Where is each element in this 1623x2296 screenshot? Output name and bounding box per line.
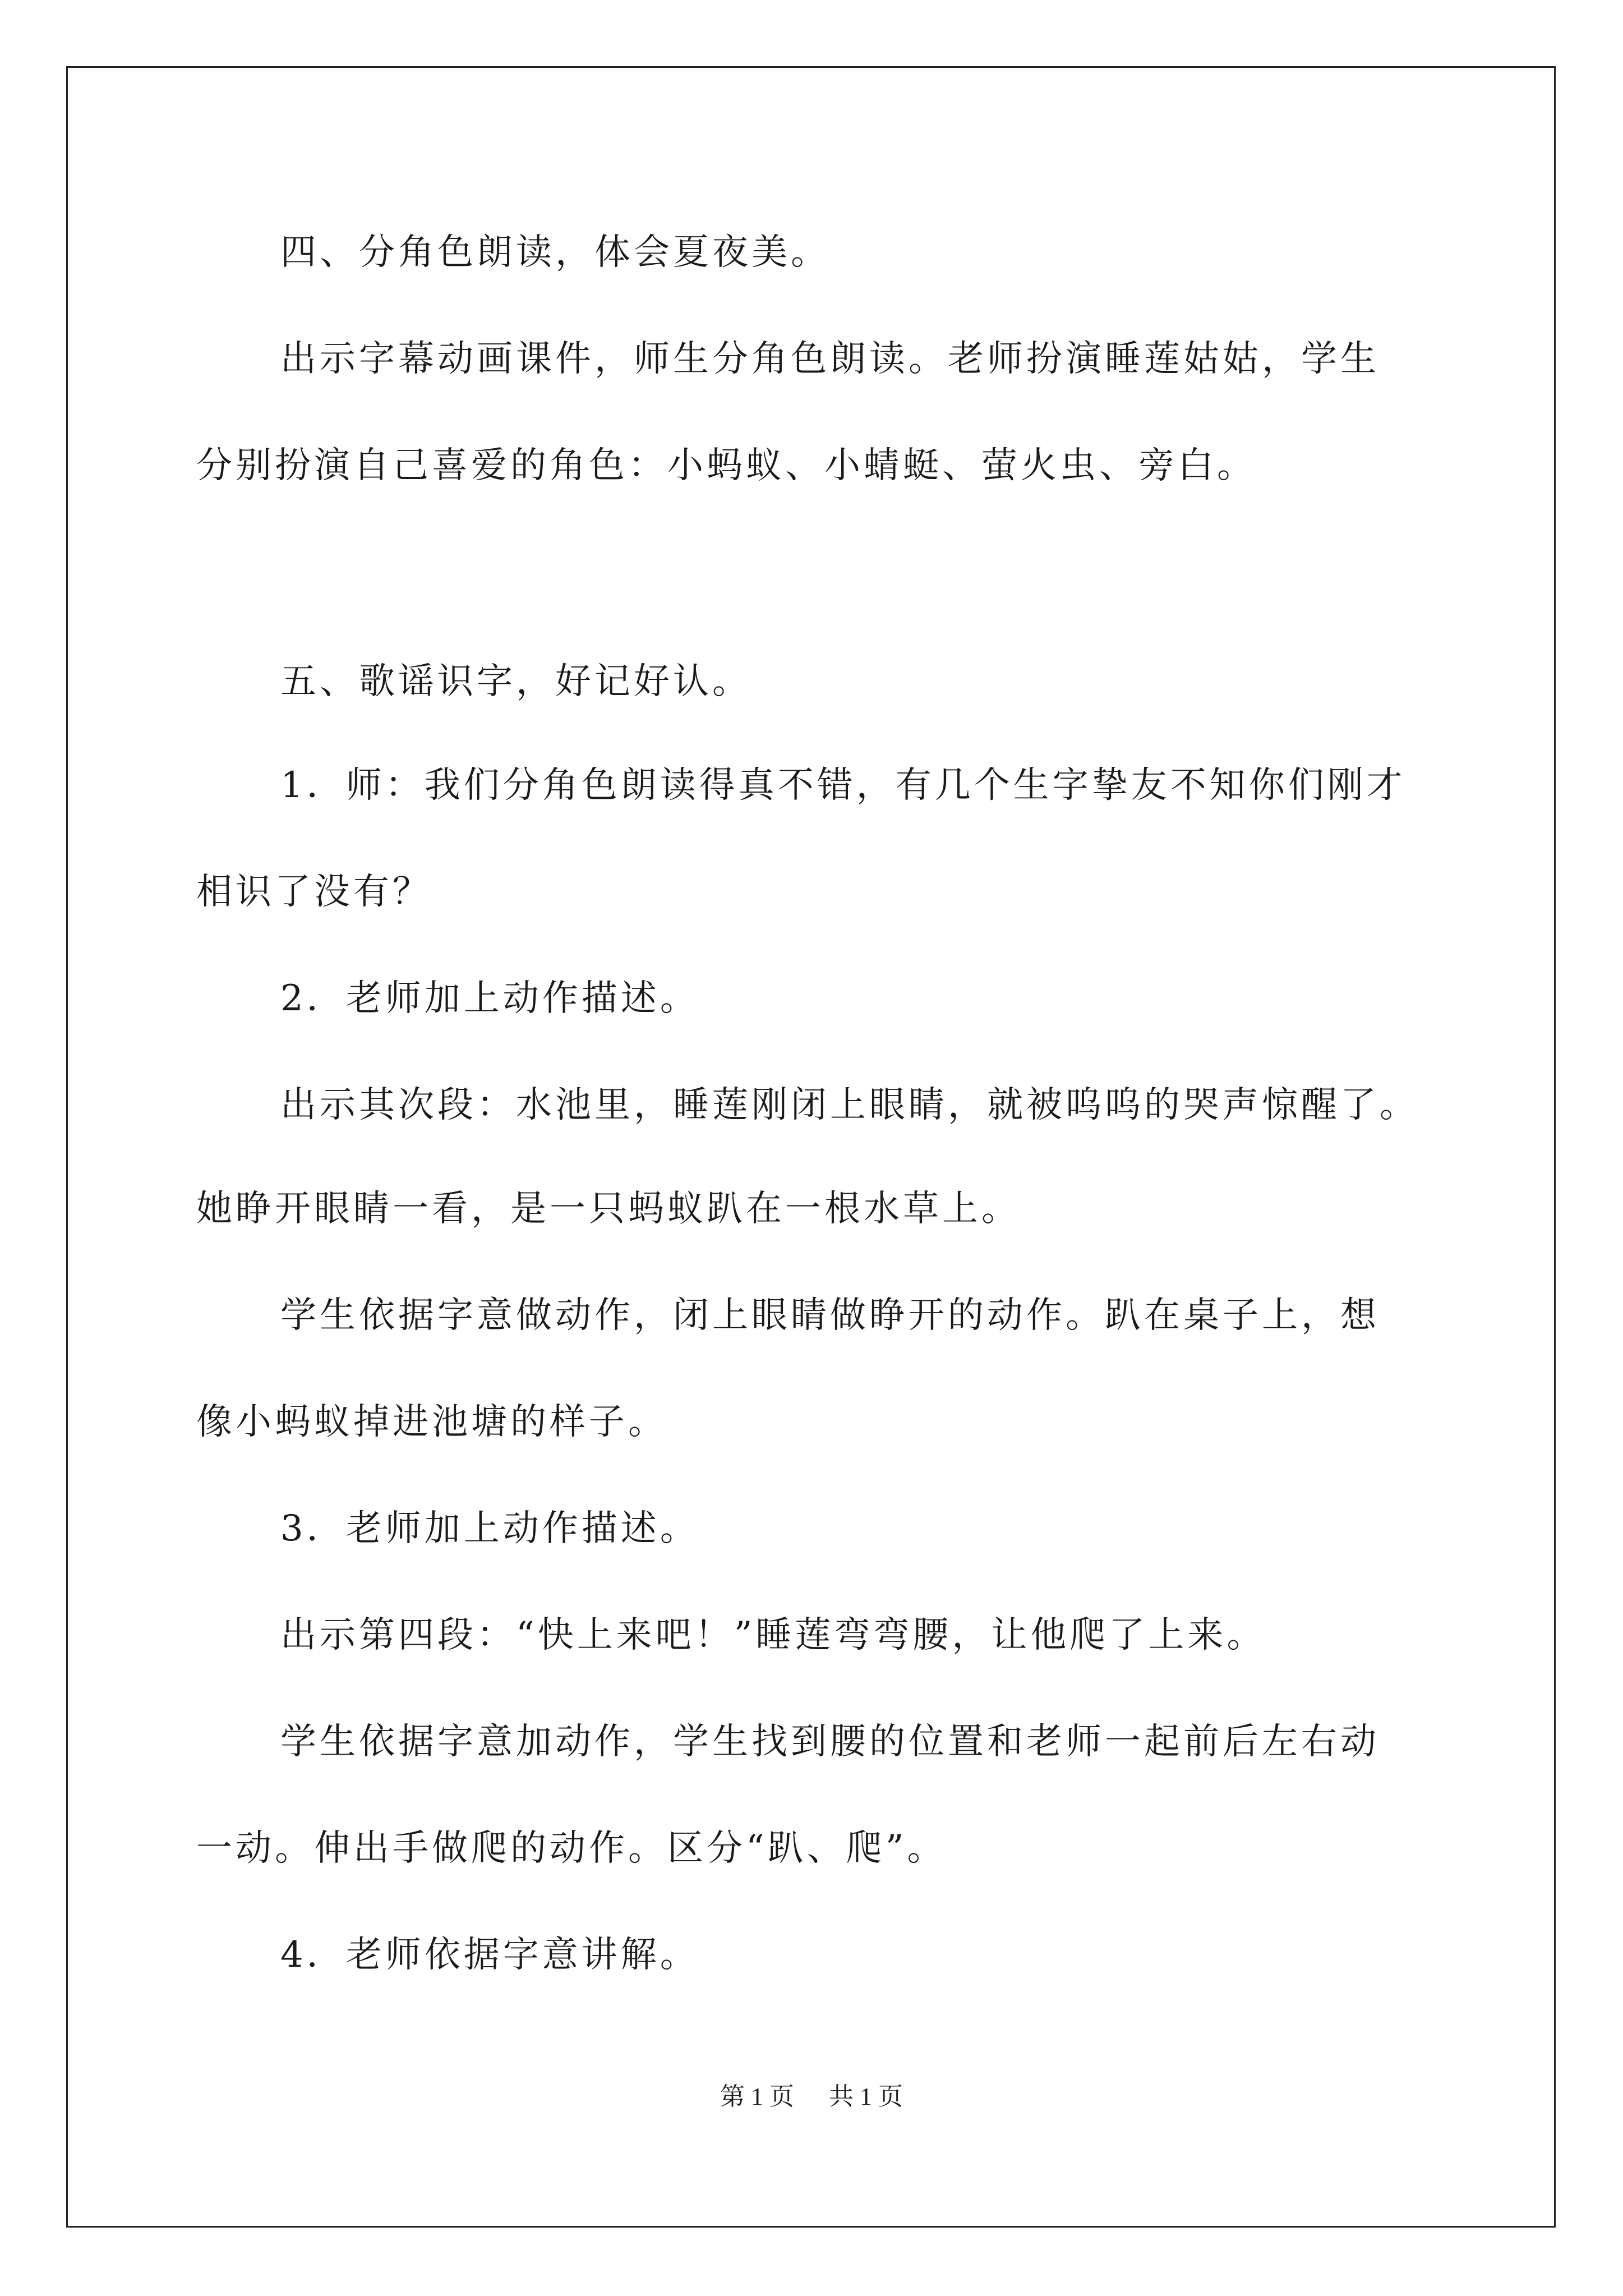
list-item-1: 1．师：我们分角色朗读得真不错，有几个生字挚友不知你们刚才 xyxy=(280,765,1406,806)
body-paragraph-line: 学生依据字意做动作，闭上眼睛做睁开的动作。趴在桌子上，想 xyxy=(280,1295,1380,1336)
body-paragraph-line: 她睁开眼睛一看，是一只蚂蚁趴在一根水草上。 xyxy=(196,1188,1021,1230)
body-paragraph-line: 出示第四段：“快上来吧！”睡莲弯弯腰，让他爬了上来。 xyxy=(280,1614,1266,1656)
list-item-3: 3．老师加上动作描述。 xyxy=(280,1508,699,1549)
body-paragraph-line: 像小蚂蚁掉进池塘的样子。 xyxy=(196,1401,667,1443)
section-heading-5: 五、歌谣识字，好记好认。 xyxy=(280,661,751,702)
body-paragraph-line: 分别扮演自己喜爱的角色：小蚂蚁、小蜻蜓、萤火虫、旁白。 xyxy=(196,445,1256,486)
page-footer xyxy=(0,2081,1623,2113)
body-paragraph-line: 出示字幕动画课件，师生分角色朗读。老师扮演睡莲姑姑，学生 xyxy=(280,338,1380,380)
page-total: 共 1 页 xyxy=(829,2083,903,2110)
section-heading-4: 四、分角色朗读，体会夏夜美。 xyxy=(280,232,830,273)
body-paragraph-line: 出示其次段：水池里，睡莲刚闭上眼睛，就被呜呜的哭声惊醒了。 xyxy=(280,1084,1419,1126)
page-number: 第 1 页 xyxy=(720,2083,794,2110)
list-item-4: 4．老师依据字意讲解。 xyxy=(280,1934,699,1976)
body-paragraph-line: 学生依据字意加动作，学生找到腰的位置和老师一起前后左右动 xyxy=(280,1721,1380,1763)
list-item-1-continued: 相识了没有？ xyxy=(196,871,432,913)
page-border xyxy=(66,66,1556,2228)
body-paragraph-line: 一动。伸出手做爬的动作。区分“趴、爬”。 xyxy=(196,1828,947,1869)
list-item-2: 2．老师加上动作描述。 xyxy=(280,978,699,1019)
